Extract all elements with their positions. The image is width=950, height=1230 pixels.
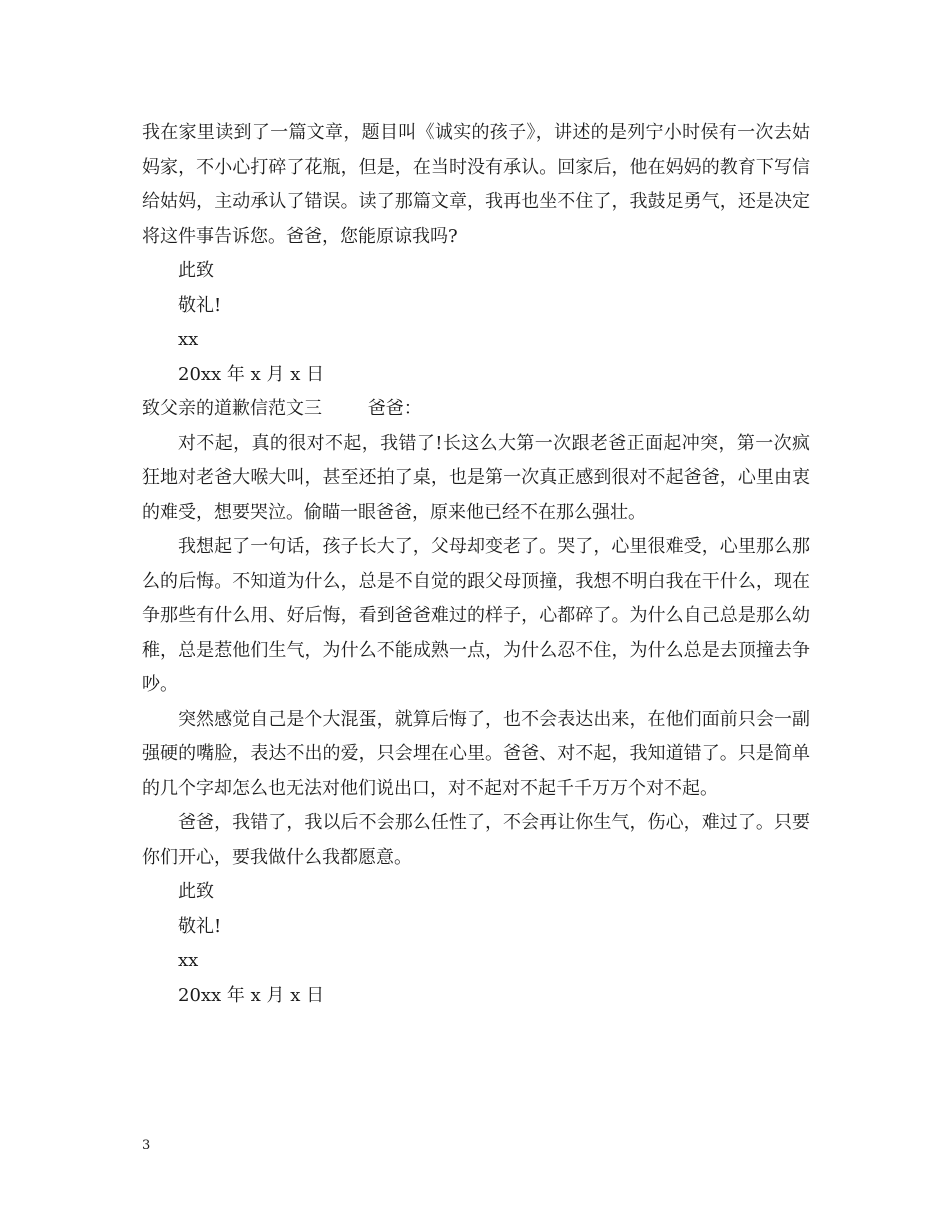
letter2-paragraph: 我想起了一句话，孩子长大了，父母却变老了。哭了，心里很难受，心里那么那么的后悔。不知道为什么，总是不自觉的跟父母顶撞，我想不明白我在干什么，现在争那些有什么用、好后悔，看到爸爸难过的样子，心都碎了。为什么自己总是那么幼稚，总是惹他们生气，为什么不能成熟一点，为什么忍不住，为什么总是去顶撞去争吵。 <box>142 536 810 695</box>
letter2-signature: xx <box>178 950 199 971</box>
letter2-paragraph: 爸爸，我错了，我以后不会那么任性了，不会再让你生气，伤心，难过了。只要你们开心，要我做什么我都愿意。 <box>142 812 810 868</box>
letter1-body-paragraph: 我在家里读到了一篇文章，题目叫《诚实的孩子》，讲述的是列宁小时侯有一次去姑妈家，不小心打碎了花瓶，但是，在当时没有承认。回家后，他在妈妈的教育下写信给姑妈，主动承认了错误。读了那篇文章，我再也坐不住了，我鼓足勇气，还是决定将这件事告诉您。爸爸，您能原谅我吗? <box>142 122 810 247</box>
letter2-salutation: 爸爸： <box>367 398 422 419</box>
letter1-signature: xx <box>178 329 199 350</box>
letter2-heading-line <box>142 392 810 427</box>
letter2-closing-line-2: 敬礼! <box>178 915 222 937</box>
document-body <box>142 116 810 1013</box>
letter1-closing-line-2: 敬礼! <box>178 294 222 316</box>
letter2-date: 20xx 年 x 月 x 日 <box>178 984 325 1006</box>
letter1-date: 20xx 年 x 月 x 日 <box>178 363 325 385</box>
page-number: 3 <box>142 1138 151 1153</box>
letter2-paragraph: 对不起，真的很对不起，我错了!长这么大第一次跟老爸正面起冲突，第一次疯狂地对老爸大喉大叫，甚至还拍了桌，也是第一次真正感到很对不起爸爸，心里由衷的难受，想要哭泣。偷瞄一眼爸爸，原来他已经不在那么强壮。 <box>142 432 810 523</box>
letter1-closing-line-1: 此致 <box>178 260 214 281</box>
letter2-paragraph: 突然感觉自己是个大混蛋，就算后悔了，也不会表达出来，在他们面前只会一副强硬的嘴脸，表达不出的爱，只会埋在心里。爸爸、对不起，我知道错了。只是简单的几个字却怎么也无法对他们说出口，对不起对不起千千万万个对不起。 <box>142 708 810 799</box>
letter2-title: 致父亲的道歉信范文三 <box>142 398 322 419</box>
letter2-closing-line-1: 此致 <box>178 881 214 902</box>
